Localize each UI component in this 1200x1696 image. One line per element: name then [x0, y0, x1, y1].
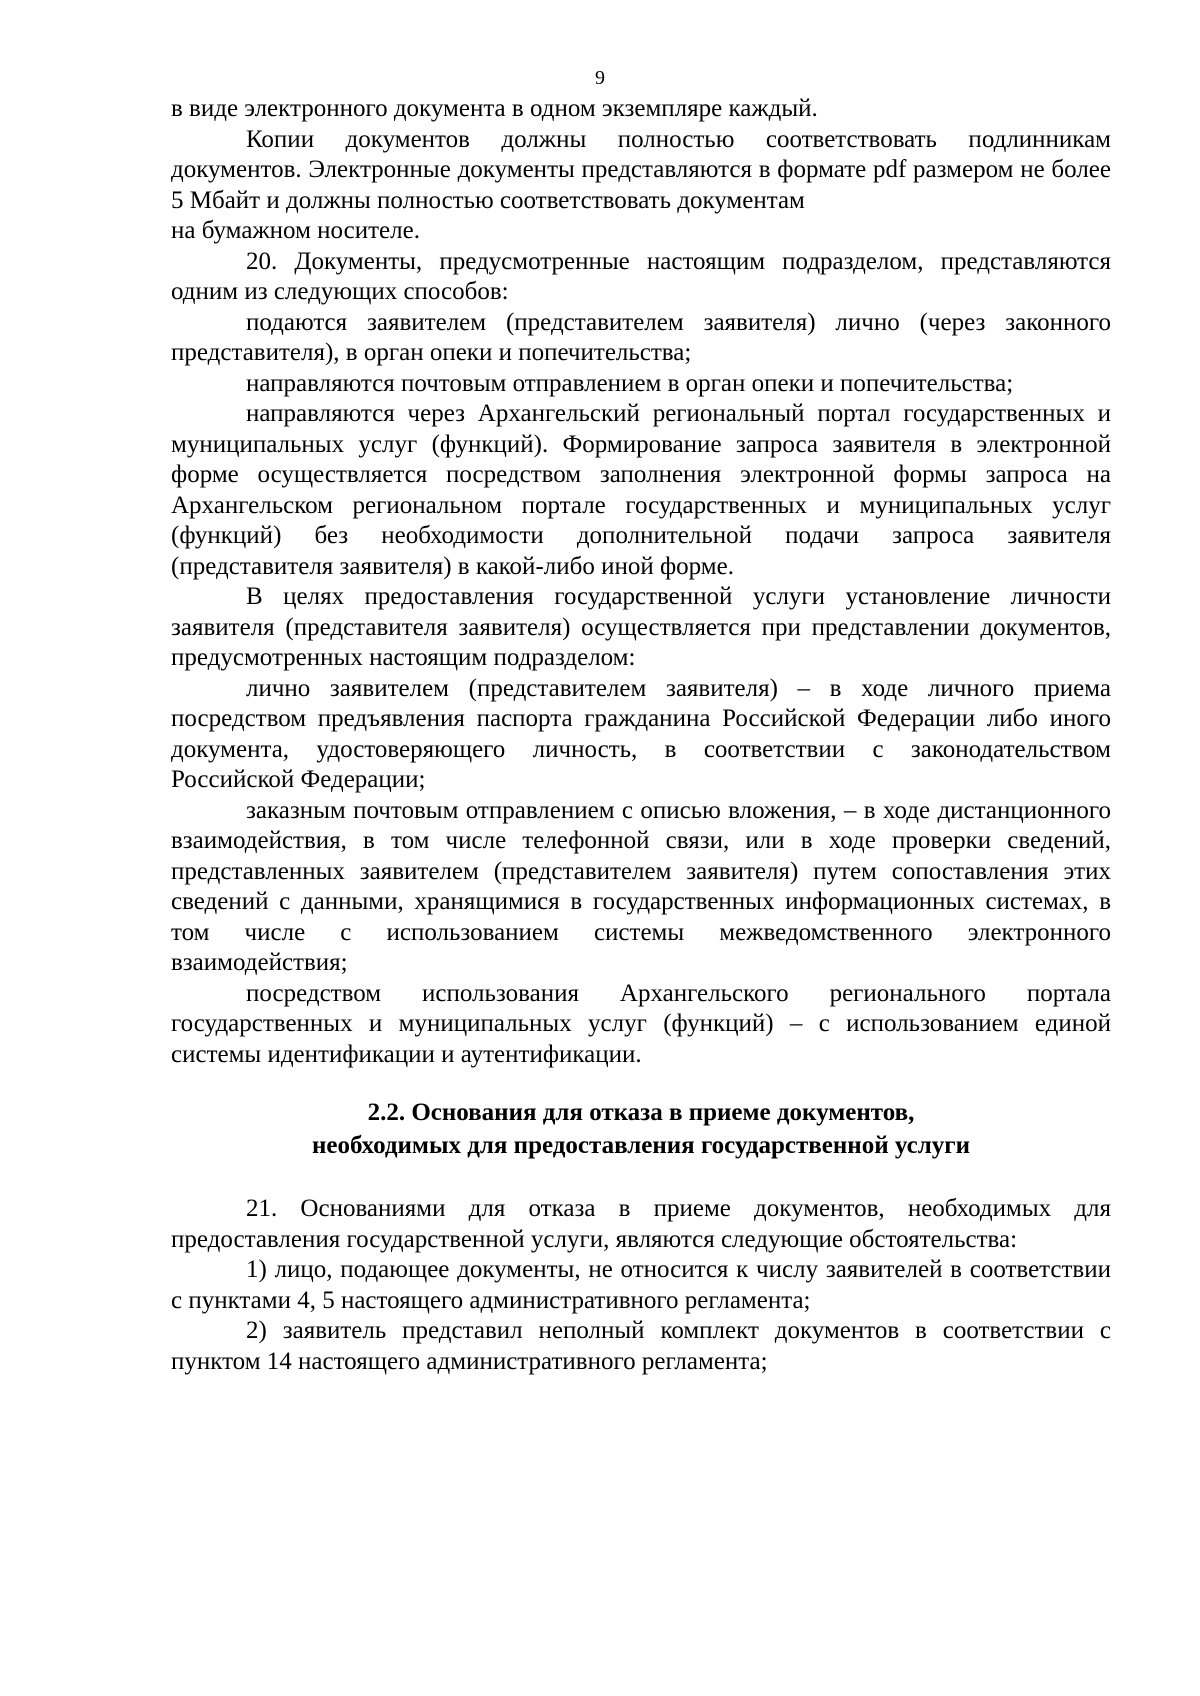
paragraph-item-21: 21. Основаниями для отказа в приеме документов, необходимых для предоставления государственной услуги, являются следующие обстоятельства:	[171, 1195, 1111, 1253]
section-heading-line: 2.2. Основания для отказа в приеме документов,	[367, 1099, 915, 1126]
paragraph: посредством использования Архангельского регионального портала государственных и муниципальных услуг (функций) – с использованием единой системы идентификации и аутентификации.	[171, 979, 1111, 1068]
page-number: 9	[595, 67, 605, 89]
list-item: 2) заявитель представил неполный комплект документов в соответствии с пунктом 14 настоящего административного регламента;	[171, 1317, 1111, 1375]
document-body	[171, 94, 1111, 1377]
paragraph: лично заявителем (представителем заявителя) – в ходе личного приема посредством предъявления паспорта гражданина Российской Федерации либо иного документа, удостоверяющего личность, в соответствии с законодательством Российской Федерации;	[171, 674, 1111, 793]
paragraph: Копии документов должны полностью соответствовать подлинникам документов. Электронные документы представляются в формате pdf размером не более 5 Мбайт и должны полностью соответствовать документам	[171, 125, 1111, 214]
paragraph: в виде электронного документа в одном экземпляре каждый.	[171, 95, 818, 122]
paragraph: направляются через Архангельский региональный портал государственных и муниципальных услуг (функций). Формирование запроса заявителя в электронной форме осуществляется посредством заполнения электронной формы запроса на Архангельском региональном портале государственных и муниципальных услуг (функций) без необходимости дополнительной подачи запроса заявителя (представителя заявителя) в какой-либо иной форме.	[171, 400, 1111, 580]
paragraph: подаются заявителем (представителем заявителя) лично (через законного представителя), в орган опеки и попечительства;	[171, 308, 1111, 366]
section-heading-line: необходимых для предоставления государственной услуги	[312, 1132, 970, 1159]
paragraph-item-20: 20. Документы, предусмотренные настоящим подразделом, представляются одним из следующих способов:	[171, 247, 1111, 305]
paragraph: направляются почтовым отправлением в орган опеки и попечительства;	[246, 369, 1014, 397]
paragraph: В целях предоставления государственной услуги установление личности заявителя (представителя заявителя) осуществляется при представлении документов, предусмотренных настоящим подразделом:	[171, 583, 1111, 671]
paragraph: заказным почтовым отправлением с описью вложения, – в ходе дистанционного взаимодействия, в том числе телефонной связи, или в ходе проверки сведений, представленных заявителем (представителем заявителя) путем сопоставления этих сведений с данными, хранящимися в государственных информационных системах, в том числе с использованием системы межведомственного электронного взаимодействия;	[171, 796, 1111, 976]
paragraph: на бумажном носителе.	[171, 217, 420, 244]
list-item: 1) лицо, подающее документы, не относится к числу заявителей в соответствии с пунктами 4, 5 настоящего административного регламента;	[171, 1256, 1111, 1314]
section-heading	[171, 1096, 1111, 1162]
